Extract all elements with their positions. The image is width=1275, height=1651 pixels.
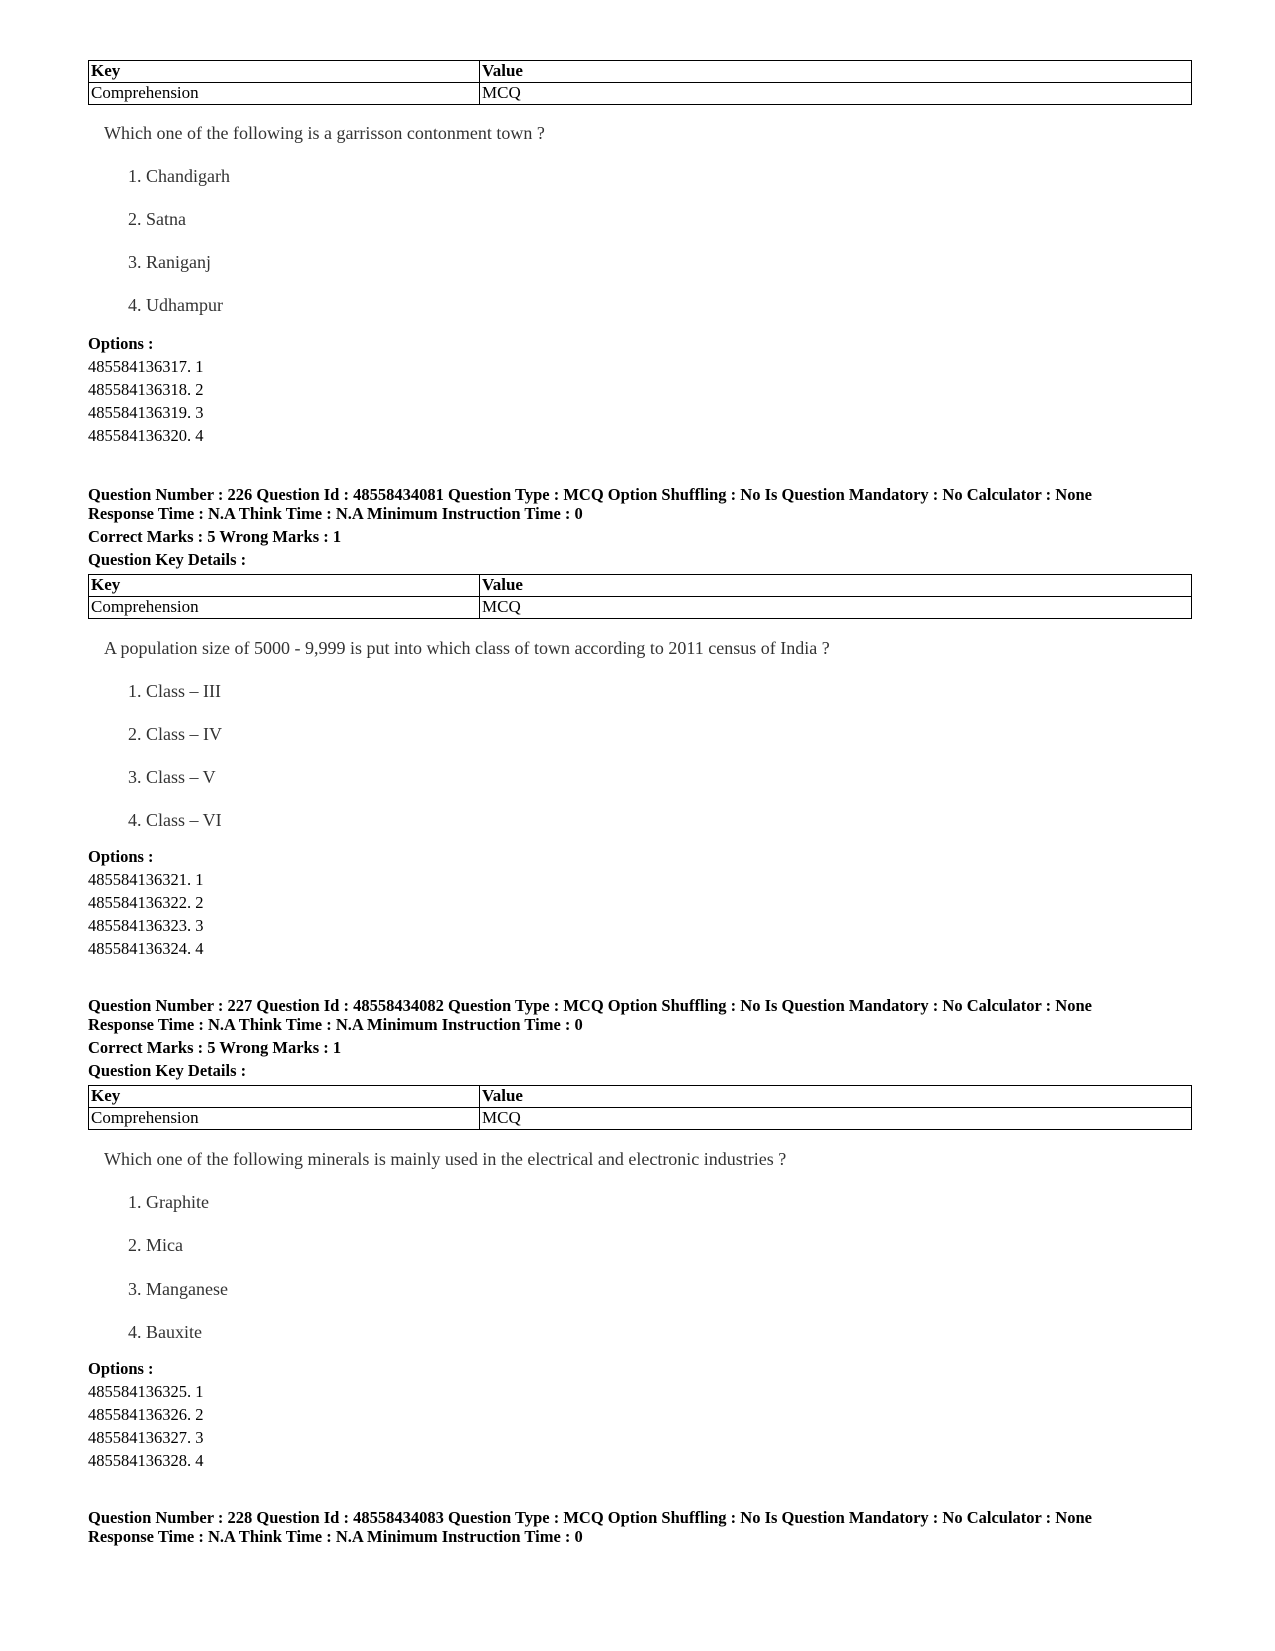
table-header-key: Key: [89, 1086, 480, 1108]
key-details-label: Question Key Details :: [88, 550, 247, 569]
table-cell-key: Comprehension: [89, 597, 480, 619]
table-cell-key: Comprehension: [89, 83, 480, 105]
key-details-table: [88, 574, 1192, 619]
option-id: 485584136318. 2: [88, 380, 204, 399]
choice-item: 1. Chandigarh: [128, 166, 230, 186]
key-details-table: [88, 1085, 1192, 1130]
question-meta: Question Number : 226 Question Id : 48558434081 Question Type : MCQ Option Shuffling : No Is Question Mandatory : No Calculator : None: [88, 485, 1092, 504]
key-details-label: Question Key Details :: [88, 1061, 247, 1080]
option-id: 485584136322. 2: [88, 893, 204, 912]
question-text: Which one of the following is a garrisson contonment town ?: [104, 123, 545, 143]
option-id: 485584136325. 1: [88, 1382, 204, 1401]
question-meta: Question Number : 227 Question Id : 48558434082 Question Type : MCQ Option Shuffling : No Is Question Mandatory : No Calculator : None: [88, 996, 1092, 1015]
question-meta: Response Time : N.A Think Time : N.A Minimum Instruction Time : 0: [88, 1015, 583, 1034]
choice-item: 3. Class – V: [128, 767, 216, 787]
table-header-key: Key: [89, 575, 480, 597]
option-id: 485584136321. 1: [88, 870, 204, 889]
choice-item: 1. Graphite: [128, 1192, 209, 1212]
key-details-table: [88, 60, 1192, 105]
table-header-value: Value: [480, 575, 1192, 597]
choice-item: 1. Class – III: [128, 681, 221, 701]
choice-item: 4. Bauxite: [128, 1322, 202, 1342]
question-meta: Response Time : N.A Think Time : N.A Minimum Instruction Time : 0: [88, 1527, 583, 1546]
table-cell-key: Comprehension: [89, 1108, 480, 1130]
choice-item: 2. Mica: [128, 1235, 183, 1255]
choice-item: 3. Raniganj: [128, 252, 211, 272]
question-meta: Response Time : N.A Think Time : N.A Minimum Instruction Time : 0: [88, 504, 583, 523]
question-marks: Correct Marks : 5 Wrong Marks : 1: [88, 1038, 342, 1057]
choice-item: 4. Udhampur: [128, 295, 223, 315]
question-text: A population size of 5000 - 9,999 is put into which class of town according to 2011 census of India ?: [104, 638, 830, 658]
options-label: Options :: [88, 1359, 154, 1378]
table-cell-value: MCQ: [480, 83, 1192, 105]
choice-item: 3. Manganese: [128, 1279, 228, 1299]
table-header-key: Key: [89, 61, 480, 83]
choice-item: 2. Satna: [128, 209, 186, 229]
question-marks: Correct Marks : 5 Wrong Marks : 1: [88, 527, 342, 546]
option-id: 485584136323. 3: [88, 916, 204, 935]
table-cell-value: MCQ: [480, 1108, 1192, 1130]
table-cell-value: MCQ: [480, 597, 1192, 619]
option-id: 485584136319. 3: [88, 403, 204, 422]
choice-item: 4. Class – VI: [128, 810, 222, 830]
option-id: 485584136320. 4: [88, 426, 204, 445]
choice-item: 2. Class – IV: [128, 724, 222, 744]
table-header-value: Value: [480, 1086, 1192, 1108]
question-meta: Question Number : 228 Question Id : 48558434083 Question Type : MCQ Option Shuffling : No Is Question Mandatory : No Calculator : None: [88, 1508, 1092, 1527]
options-label: Options :: [88, 334, 154, 353]
option-id: 485584136326. 2: [88, 1405, 204, 1424]
option-id: 485584136317. 1: [88, 357, 204, 376]
question-text: Which one of the following minerals is mainly used in the electrical and electronic industries ?: [104, 1149, 787, 1169]
option-id: 485584136328. 4: [88, 1451, 204, 1470]
option-id: 485584136327. 3: [88, 1428, 204, 1447]
option-id: 485584136324. 4: [88, 939, 204, 958]
options-label: Options :: [88, 847, 154, 866]
table-header-value: Value: [480, 61, 1192, 83]
